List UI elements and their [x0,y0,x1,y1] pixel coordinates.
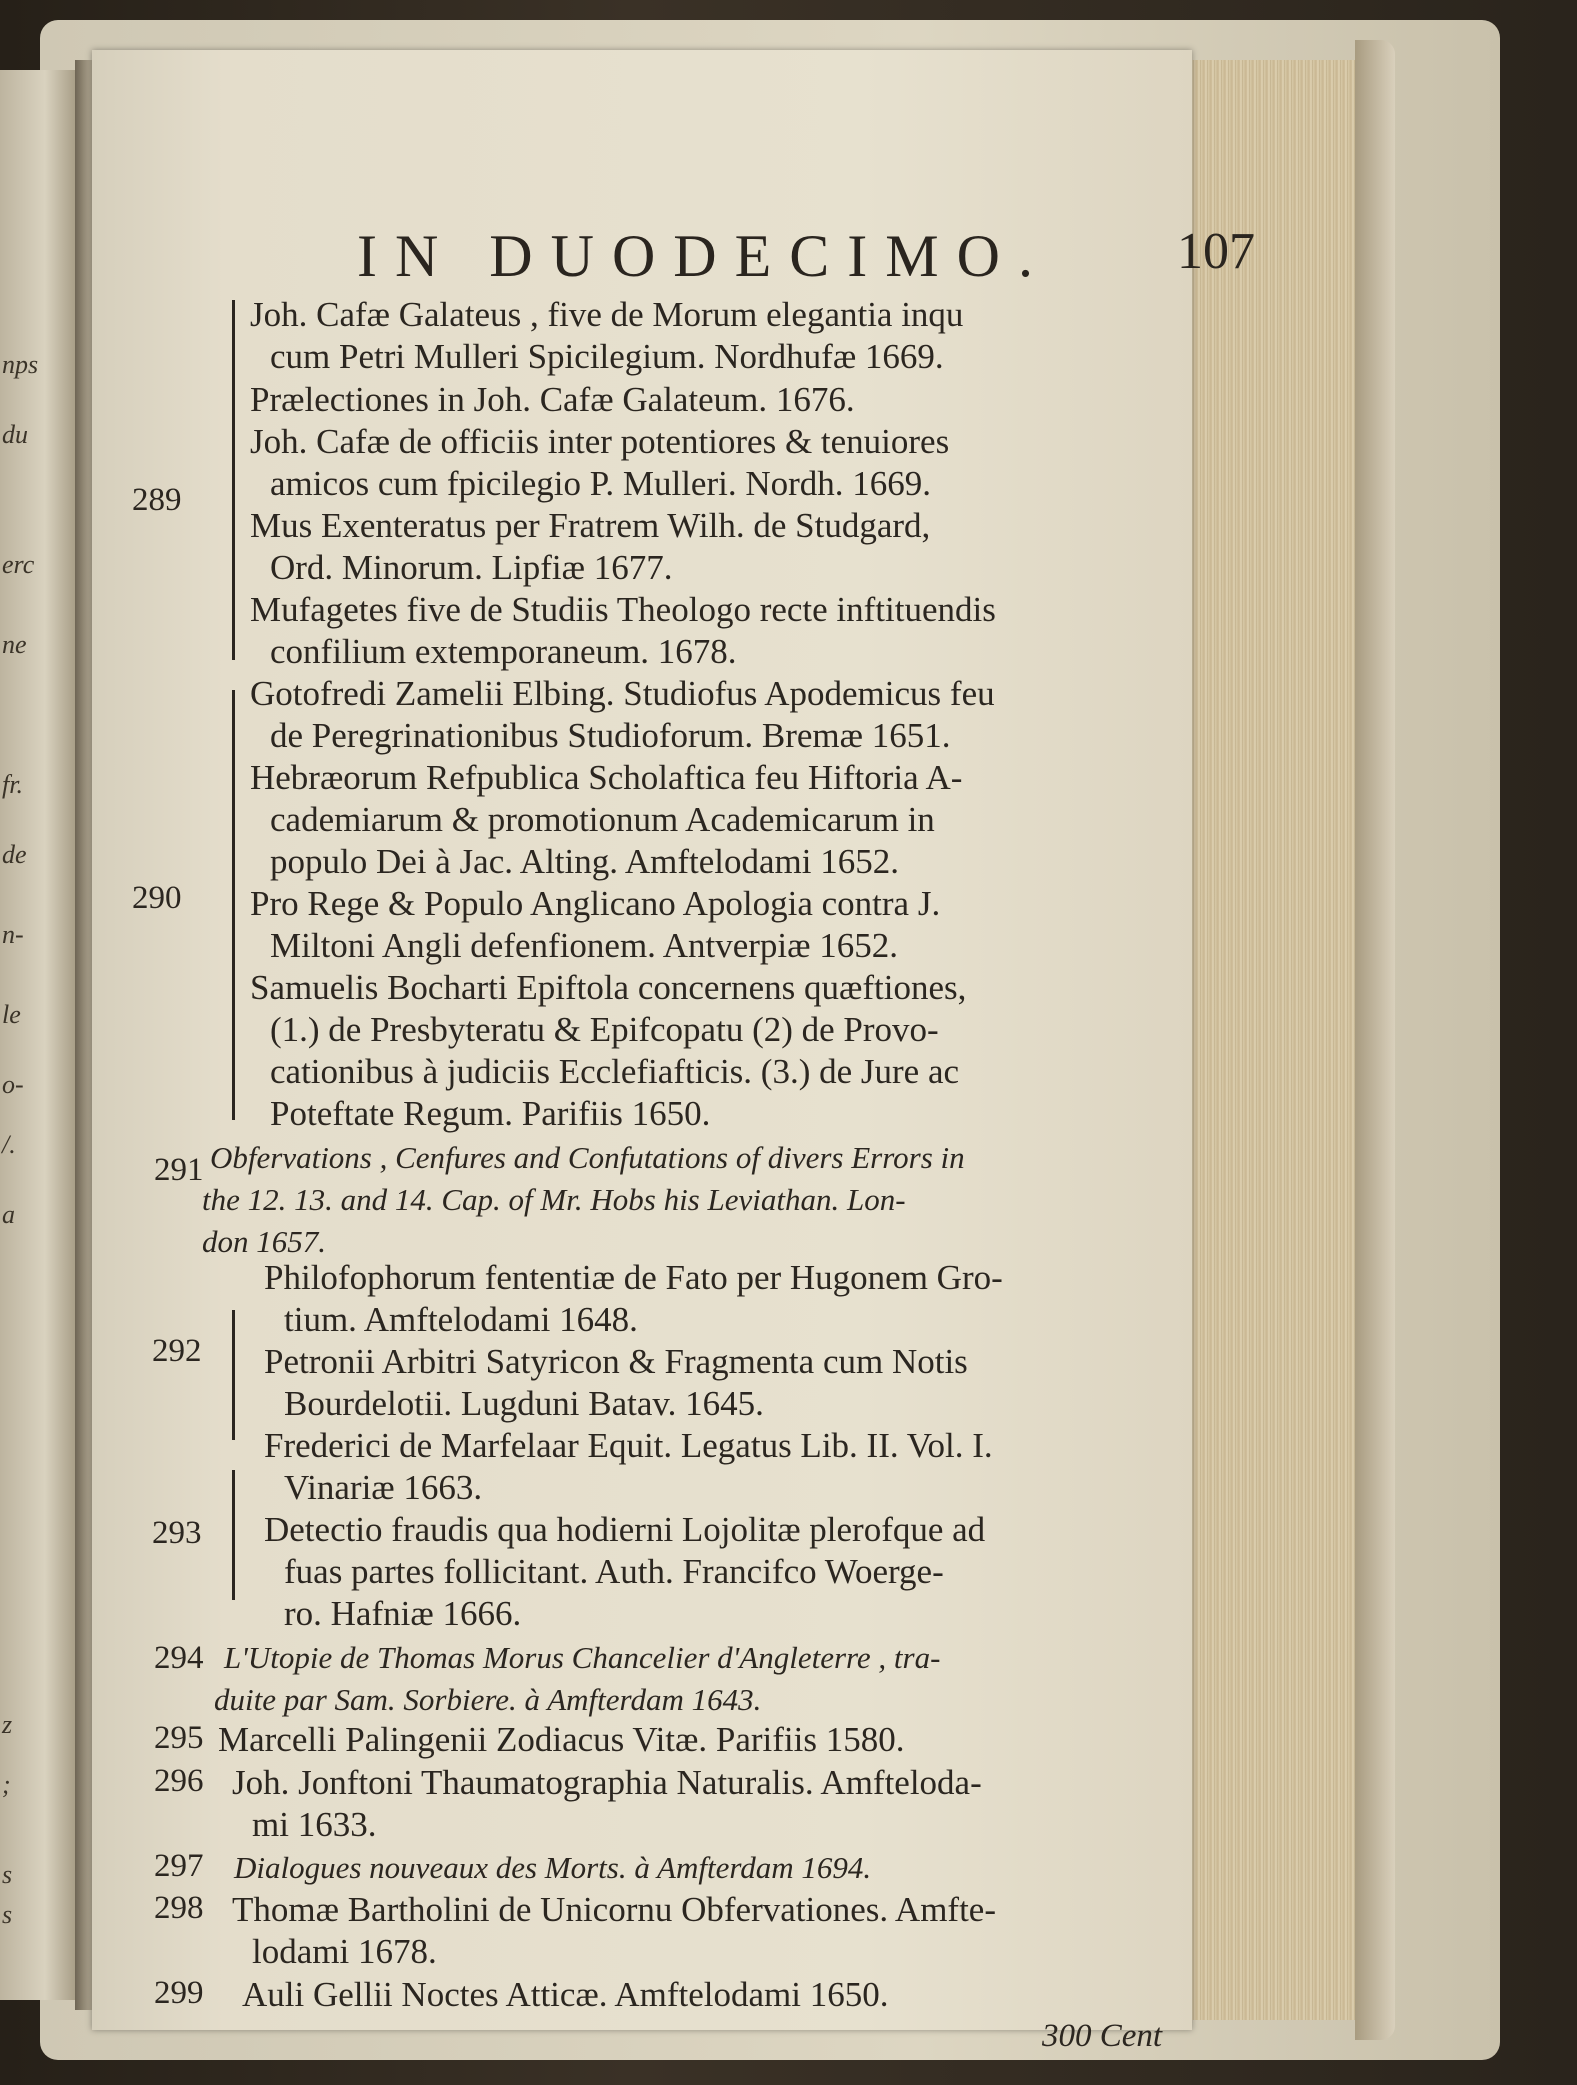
left-fragment: s [2,1900,13,1929]
text-line: Obfervations , Cenfures and Confutations of divers Errors in [210,1140,965,1175]
text-line: Hebræorum Refpublica Scholaftica feu Hiftoria A- [250,758,963,797]
text-line: don 1657. [202,1224,326,1259]
text-line: Bourdelotii. Lugduni Batav. 1645. [284,1384,764,1423]
text-line: Joh. Jonftoni Thaumatographia Naturalis. Amfteloda- [232,1763,982,1802]
left-fragment: o- [2,1070,24,1099]
brace-292 [232,1310,235,1440]
text-line: Poteftate Regum. Parifiis 1650. [270,1094,711,1133]
entry-number: 295 [154,1720,204,1756]
text-line: the 12. 13. and 14. Cap. of Mr. Hobs his Leviathan. Lon- [202,1182,906,1217]
text-line: fuas partes follicitant. Auth. Francifco Woerge- [284,1552,944,1591]
entry-number: 294 [154,1640,204,1676]
text-line: ro. Hafniæ 1666. [284,1594,522,1633]
left-page [0,70,77,2000]
text-line: Ord. Minorum. Lipfiæ 1677. [270,548,673,587]
entry-number: 290 [132,880,182,916]
left-fragment: ; [2,1770,11,1799]
entry-number: 289 [132,482,182,518]
catchword: 300 Cent [1042,2018,1163,2054]
left-fragment: /. [2,1130,16,1159]
text-line: confilium extemporaneum. 1678. [270,632,737,671]
right-page [92,50,1255,2054]
left-fragment: z [2,1710,13,1739]
left-fragment: de [2,840,27,869]
text-line: Gotofredi Zamelii Elbing. Studiofus Apodemicus feu [250,674,995,713]
text-line: Petronii Arbitri Satyricon & Fragmenta cum Notis [264,1342,968,1381]
entry-number: 291 [154,1152,204,1188]
text-line: Marcelli Palingenii Zodiacus Vitæ. Parifiis 1580. [218,1720,905,1759]
text-line: Thomæ Bartholini de Unicornu Obfervationes. Amfte- [232,1890,997,1929]
entry-number: 297 [154,1848,204,1884]
text-line: Philofophorum fententiæ de Fato per Hugonem Gro- [264,1258,1003,1297]
text-line: Samuelis Bocharti Epiftola concernens quæftiones, [250,968,967,1007]
text-line: tium. Amftelodami 1648. [284,1300,638,1339]
text-line: Auli Gellii Noctes Atticæ. Amftelodami 1650. [242,1975,889,2014]
left-fragment: erc [2,550,35,579]
left-fragment: n- [2,920,24,949]
entry-number: 293 [152,1515,202,1551]
text-line: Miltoni Angli defenfionem. Antverpiæ 1652. [270,926,899,965]
left-fragment: s [2,1860,13,1889]
page-number: 107 [1177,223,1255,280]
entry-number: 296 [154,1763,204,1799]
text-line: Mus Exenteratus per Fratrem Wilh. de Studgard, [250,506,931,545]
text-line: mi 1633. [252,1805,377,1844]
text-line: Dialogues nouveaux des Morts. à Amfterdam 1694. [234,1850,872,1885]
left-fragment: a [2,1200,15,1229]
text-line: Prælectiones in Joh. Cafæ Galateum. 1676. [250,380,855,419]
text-line: Detectio fraudis qua hodierni Lojolitæ plerofque ad [264,1510,986,1549]
brace-290 [232,690,235,1120]
left-fragment: fr. [2,770,23,799]
text-line: (1.) de Presbyteratu & Epifcopatu (2) de Provo- [270,1010,939,1049]
left-fragment: nps [2,350,39,379]
text-line: Mufagetes five de Studiis Theologo recte inftituendis [250,590,996,629]
book-gutter [75,60,93,2010]
text-line: cademiarum & promotionum Academicarum in [270,800,935,839]
entry-number: 298 [154,1890,204,1926]
book-spine-edge [1355,40,1395,2040]
text-line: de Peregrinationibus Studioforum. Bremæ 1651. [270,716,951,755]
left-fragment: ne [2,630,27,659]
brace-293 [232,1470,235,1600]
text-line: lodami 1678. [252,1932,437,1971]
running-title: IN DUODECIMO. [357,223,1051,289]
text-line: Pro Rege & Populo Anglicano Apologia contra J. [250,884,941,923]
text-line: cum Petri Mulleri Spicilegium. Nordhufæ 1669. [270,337,944,376]
brace-289 [232,300,235,660]
text-line: duite par Sam. Sorbiere. à Amfterdam 1643. [214,1682,762,1717]
text-line: cationibus à judiciis Ecclefiafticis. (3.) de Jure ac [270,1052,960,1091]
text-line: amicos cum fpicilegio P. Mulleri. Nordh. 1669. [270,464,932,503]
left-fragment: du [2,420,28,449]
text-line: Vinariæ 1663. [284,1468,483,1507]
text-line: Joh. Cafæ Galateus , five de Morum elegantia inqu [250,295,964,334]
text-line: Joh. Cafæ de officiis inter potentiores & tenuiores [250,422,950,461]
entry-number: 292 [152,1333,202,1369]
text-line: Frederici de Marfelaar Equit. Legatus Lib. II. Vol. I. [264,1426,993,1465]
page-edges [1185,60,1362,2020]
left-fragment: le [2,1000,21,1029]
entry-number: 299 [154,1975,204,2011]
text-line: populo Dei à Jac. Alting. Amftelodami 1652. [270,842,899,881]
text-line: L'Utopie de Thomas Morus Chancelier d'Angleterre , tra- [224,1640,941,1675]
